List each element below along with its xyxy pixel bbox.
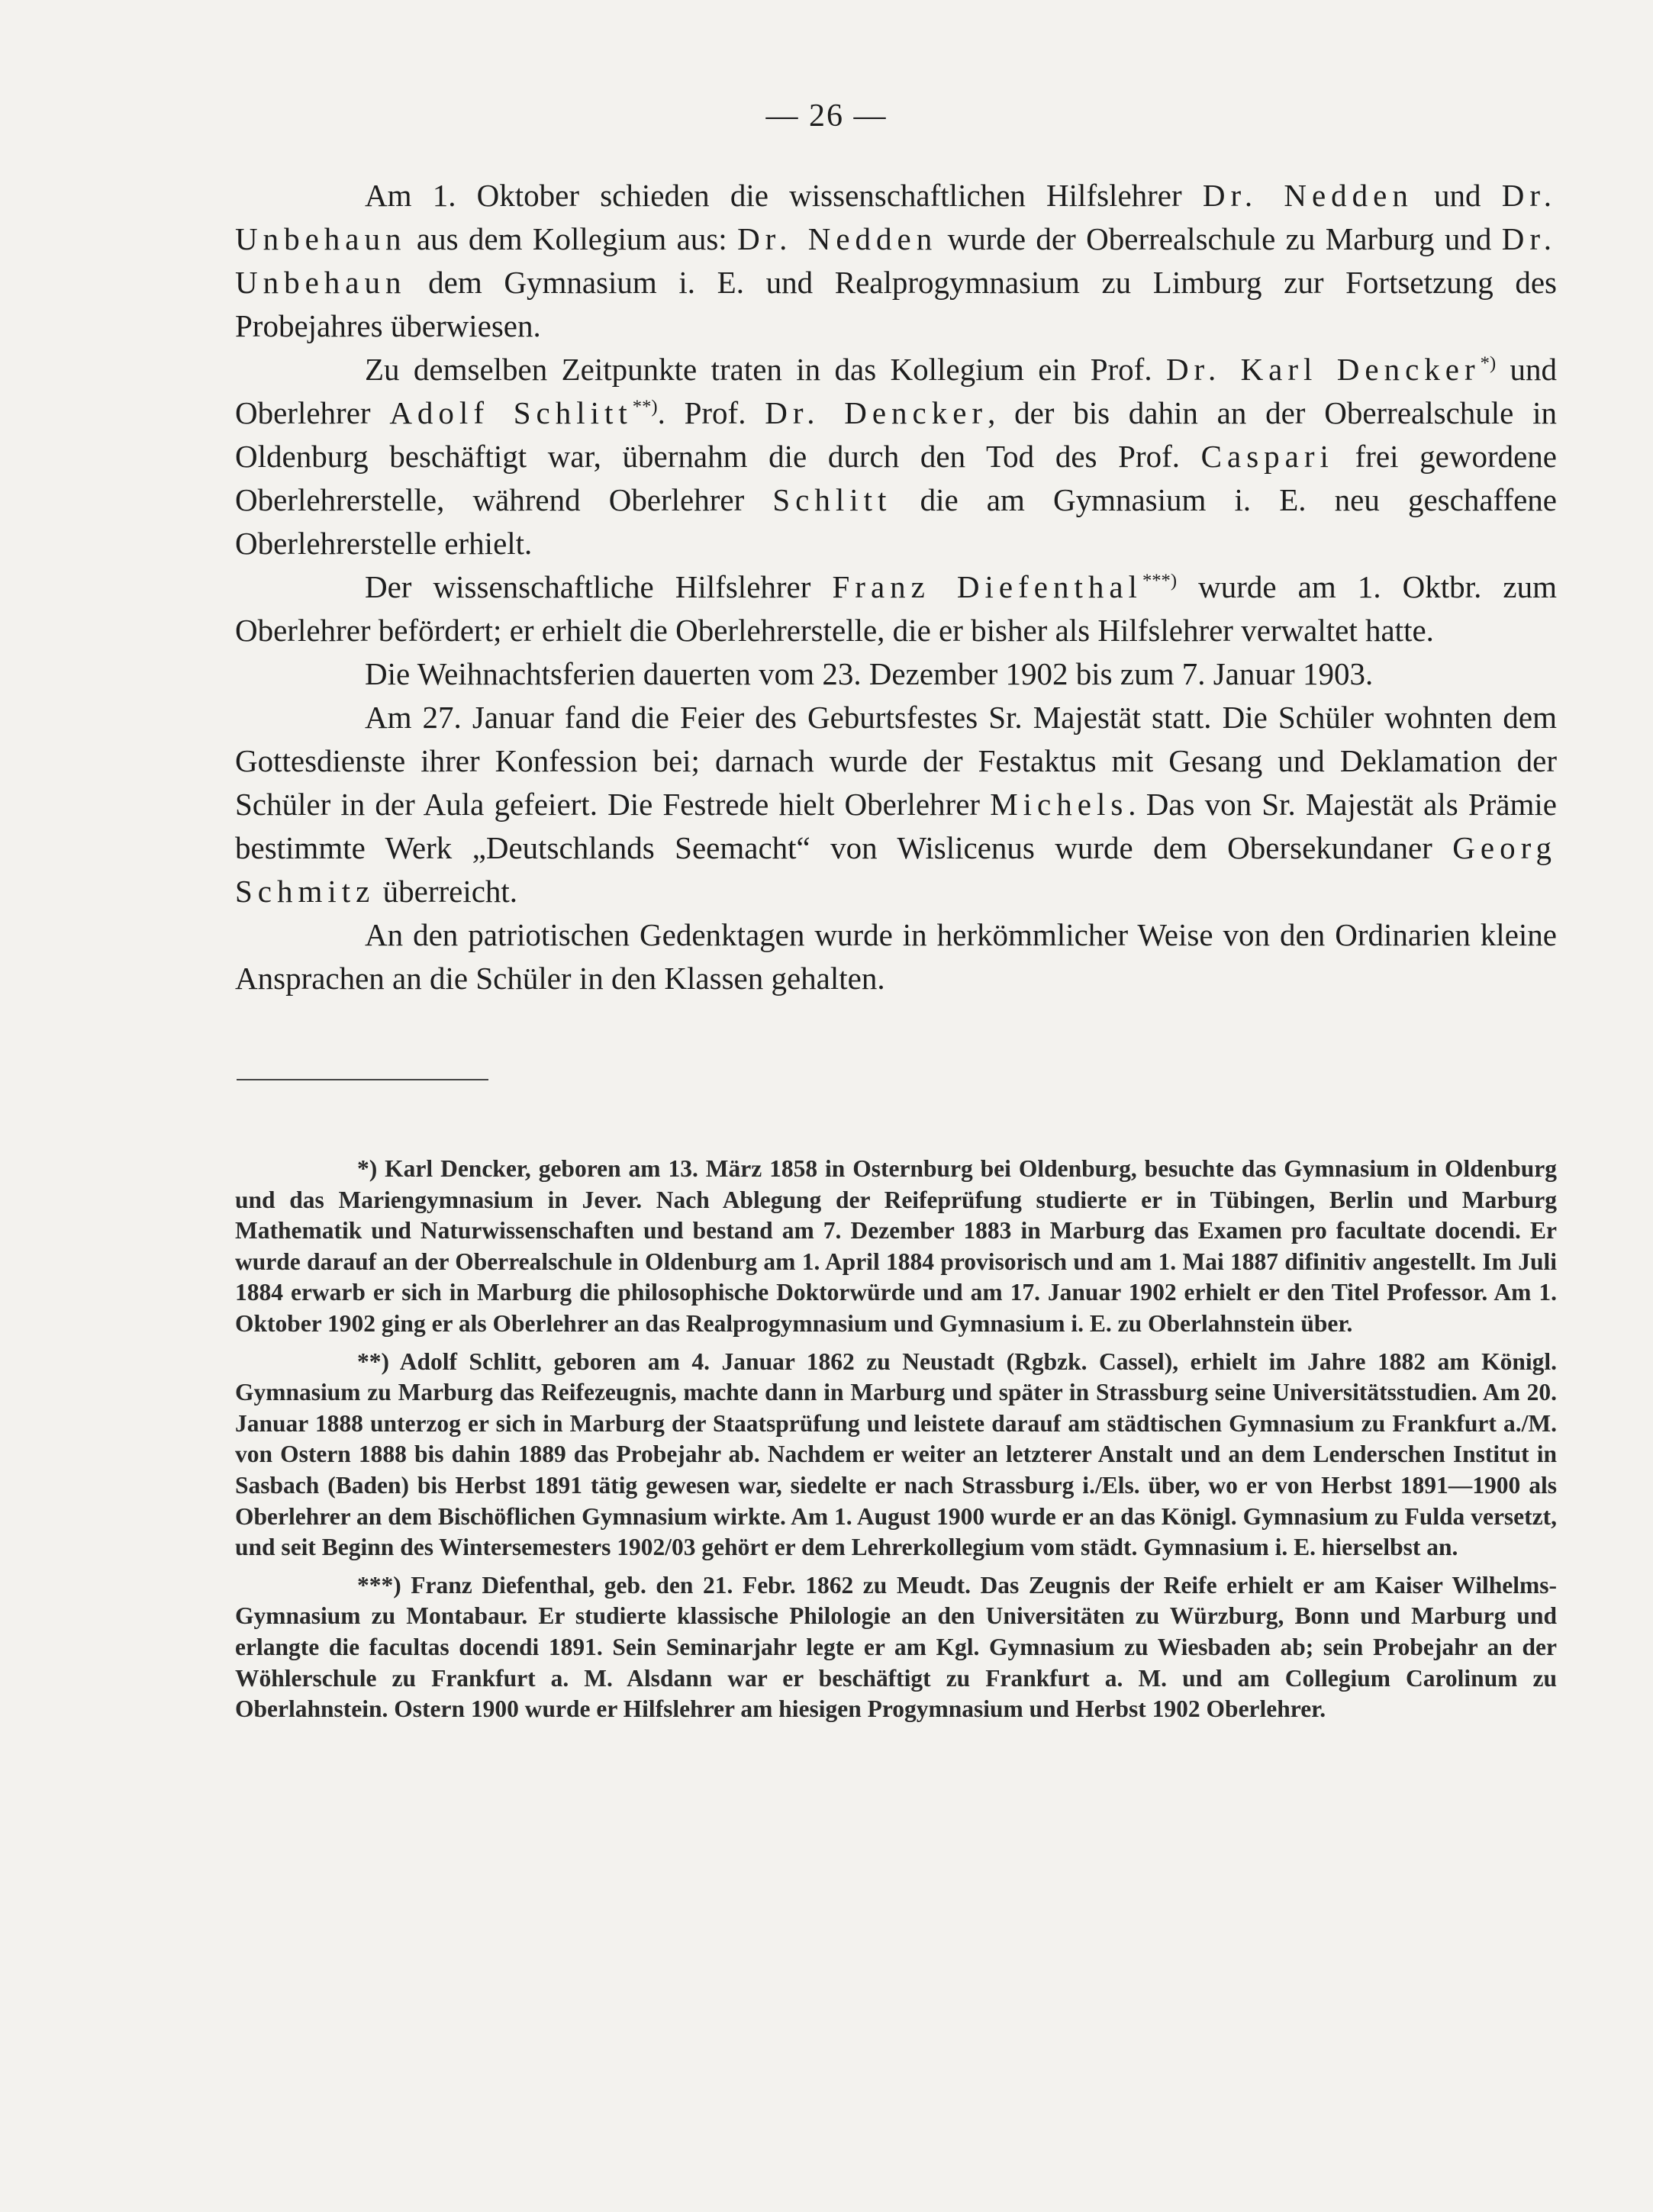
- paragraph: [235, 913, 1557, 1000]
- spaced-name: Dr. Karl Dencker: [1165, 352, 1481, 387]
- text-run: aus dem Kollegium aus:: [406, 221, 738, 256]
- text-run: und Oberlehrer: [235, 352, 1558, 430]
- spaced-name: Dr. Nedden: [737, 221, 938, 256]
- text-run: wurde am 1. Oktbr. zum Oberlehrer befördert; er erhielt die Oberlehrerstelle, die er bisher als Hilfslehrer verwaltet hatte.: [235, 569, 1557, 648]
- text-run: . Das von Sr. Majestät als Prämie bestimmte Werk „Deutschlands Seemacht“ von Wislicenus wurde dem Obersekundaner: [235, 787, 1557, 865]
- text-run: Am 27. Januar fand die Feier des Geburtsfestes Sr. Majestät statt. Die Schüler wohnten dem Gottesdienste ihrer Konfession bei; darnach wurde der Festaktus mit Gesang und Deklamation der Schüler in der Aula gefeiert. Die Festrede hielt Oberlehrer: [235, 700, 1557, 822]
- text-run: Am 1. Oktober schieden die wissenschaftlichen Hilfslehrer: [365, 178, 1203, 213]
- paragraph: [235, 652, 1557, 696]
- spaced-name: Dr. Unbehaun: [235, 221, 1557, 300]
- paragraph: [235, 174, 1557, 348]
- text-run: frei gewordene Oberlehrerstelle, während Oberlehrer: [235, 439, 1557, 517]
- spaced-name: Dr. Dencker: [765, 395, 988, 430]
- text-run: Der wissenschaftliche Hilfslehrer: [365, 569, 833, 604]
- text-run: An den patriotischen Gedenktagen wurde in herkömmlicher Weise von den Ordinarien kleine Ansprachen an die Schüler in den Klassen gehalten.: [235, 917, 1557, 996]
- spaced-name: Schlitt: [772, 482, 892, 517]
- spaced-name: Adolf Schlitt: [389, 395, 633, 430]
- paragraph: [235, 696, 1557, 913]
- footnote-marker: **): [632, 396, 658, 417]
- text-run: . Prof.: [657, 395, 765, 430]
- text-run: wurde der Oberrealschule zu Marburg und: [937, 221, 1502, 256]
- main-text: [235, 174, 1557, 1000]
- text-run: , der bis dahin an der Oberrealschule in Oldenburg beschäftigt war, übernahm die durch den Tod des Prof.: [235, 395, 1558, 474]
- spaced-name: Georg Schmitz: [235, 830, 1557, 909]
- footnote-diefenthal: ***) Franz Diefenthal, geb. den 21. Febr. 1862 zu Meudt. Das Zeugnis der Reife erhielt er am Kaiser Wilhelms-Gymnasium zu Montabaur. Er studierte klassische Philologie an den Universitäten zu Würzburg, Bonn und Marburg und erlangte die facultas docendi 1891. Sein Seminarjahr legte er am Kgl. Gymnasium zu Wiesbaden ab; sein Probejahr an der Wöhlerschule zu Frankfurt a. M. Alsdann war er beschäftigt zu Frankfurt a. M. und am Collegium Carolinum zu Oberlahnstein. Ostern 1900 wurde er Hilfslehrer am hiesigen Progymnasium und Herbst 1902 Oberlehrer.: [235, 1571, 1557, 1723]
- text-run: und: [1413, 178, 1502, 213]
- text-run: überreicht.: [375, 874, 518, 909]
- footnote-schlitt: **) Adolf Schlitt, geboren am 4. Januar 1862 zu Neustadt (Rgbzk. Cassel), erhielt im Jahre 1882 am Königl. Gymnasium zu Marburg das Reifezeugnis, machte dann in Marburg und später in Strassburg seine Universitätsstudien. Am 20. Januar 1888 unterzog er sich in Marburg der Staatsprüfung und leistete darauf am städtischen Gymnasium zu Frankfurt a./M. von Ostern 1888 bis dahin 1889 das Probejahr ab. Nachdem er weiter an letzterer Anstalt und an dem Lenderschen Institut in Sasbach (Baden) bis Herbst 1891 tätig gewesen war, siedelte er nach Strassburg i./Els. über, wo er von Herbst 1891—1900 als Oberlehrer an dem Bischöflichen Gymnasium wirkte. Am 1. August 1900 wurde er an das Königl. Gymnasium zu Fulda versetzt, und seit Beginn des Wintersemesters 1902/03 gehört er dem Lehrerkollegium vom städt. Gymnasium i. E. hierselbst an.: [235, 1347, 1557, 1561]
- footnote-marker: *): [1480, 353, 1497, 374]
- spaced-name: Dr. Unbehaun: [235, 178, 1558, 256]
- page-number: — 26 —: [765, 98, 888, 134]
- paragraph: [235, 348, 1557, 565]
- paragraph: [235, 565, 1557, 652]
- text-run: Die Weihnachtsferien dauerten vom 23. Dezember 1902 bis zum 7. Januar 1903.: [365, 656, 1374, 691]
- spaced-name: Caspari: [1200, 439, 1334, 474]
- footnote-dencker: *) Karl Dencker, geboren am 13. März 1858 in Osternburg bei Oldenburg, besuchte das Gymnasium in Oldenburg und das Mariengymnasium in Jever. Nach Ablegung der Reifeprüfung studierte er in Tübingen, Berlin und Marburg Mathematik und Naturwissenschaften und bestand am 7. Dezember 1883 in Marburg das Examen pro facultate docendi. Er wurde darauf an der Oberrealschule in Oldenburg am 1. April 1884 provisorisch und am 1. Mai 1887 difinitiv angestellt. Im Juli 1884 erwarb er sich in Marburg die philosophische Doktorwürde und am 17. Januar 1902 erhielt er den Titel Professor. Am 1. Oktober 1902 ging er als Oberlehrer an das Realprogymnasium und Gymnasium i. E. zu Oberlahnstein über.: [235, 1155, 1557, 1337]
- footnote-divider: [237, 1079, 488, 1080]
- text-run: dem Gymnasium i. E. und Realprogymnasium zu Limburg zur Fortsetzung des Probejahres überwiesen.: [235, 265, 1557, 343]
- spaced-name: Michels: [990, 787, 1129, 822]
- footnote-marker: ***): [1142, 570, 1178, 591]
- footnotes: [235, 1154, 1557, 1732]
- text-run: die am Gymnasium i. E. neu geschaffene Oberlehrerstelle erhielt.: [235, 482, 1557, 561]
- spaced-name: Franz Diefenthal: [832, 569, 1142, 604]
- spaced-name: Dr. Nedden: [1202, 178, 1413, 213]
- text-run: Zu demselben Zeitpunkte traten in das Kollegium ein Prof.: [365, 352, 1166, 387]
